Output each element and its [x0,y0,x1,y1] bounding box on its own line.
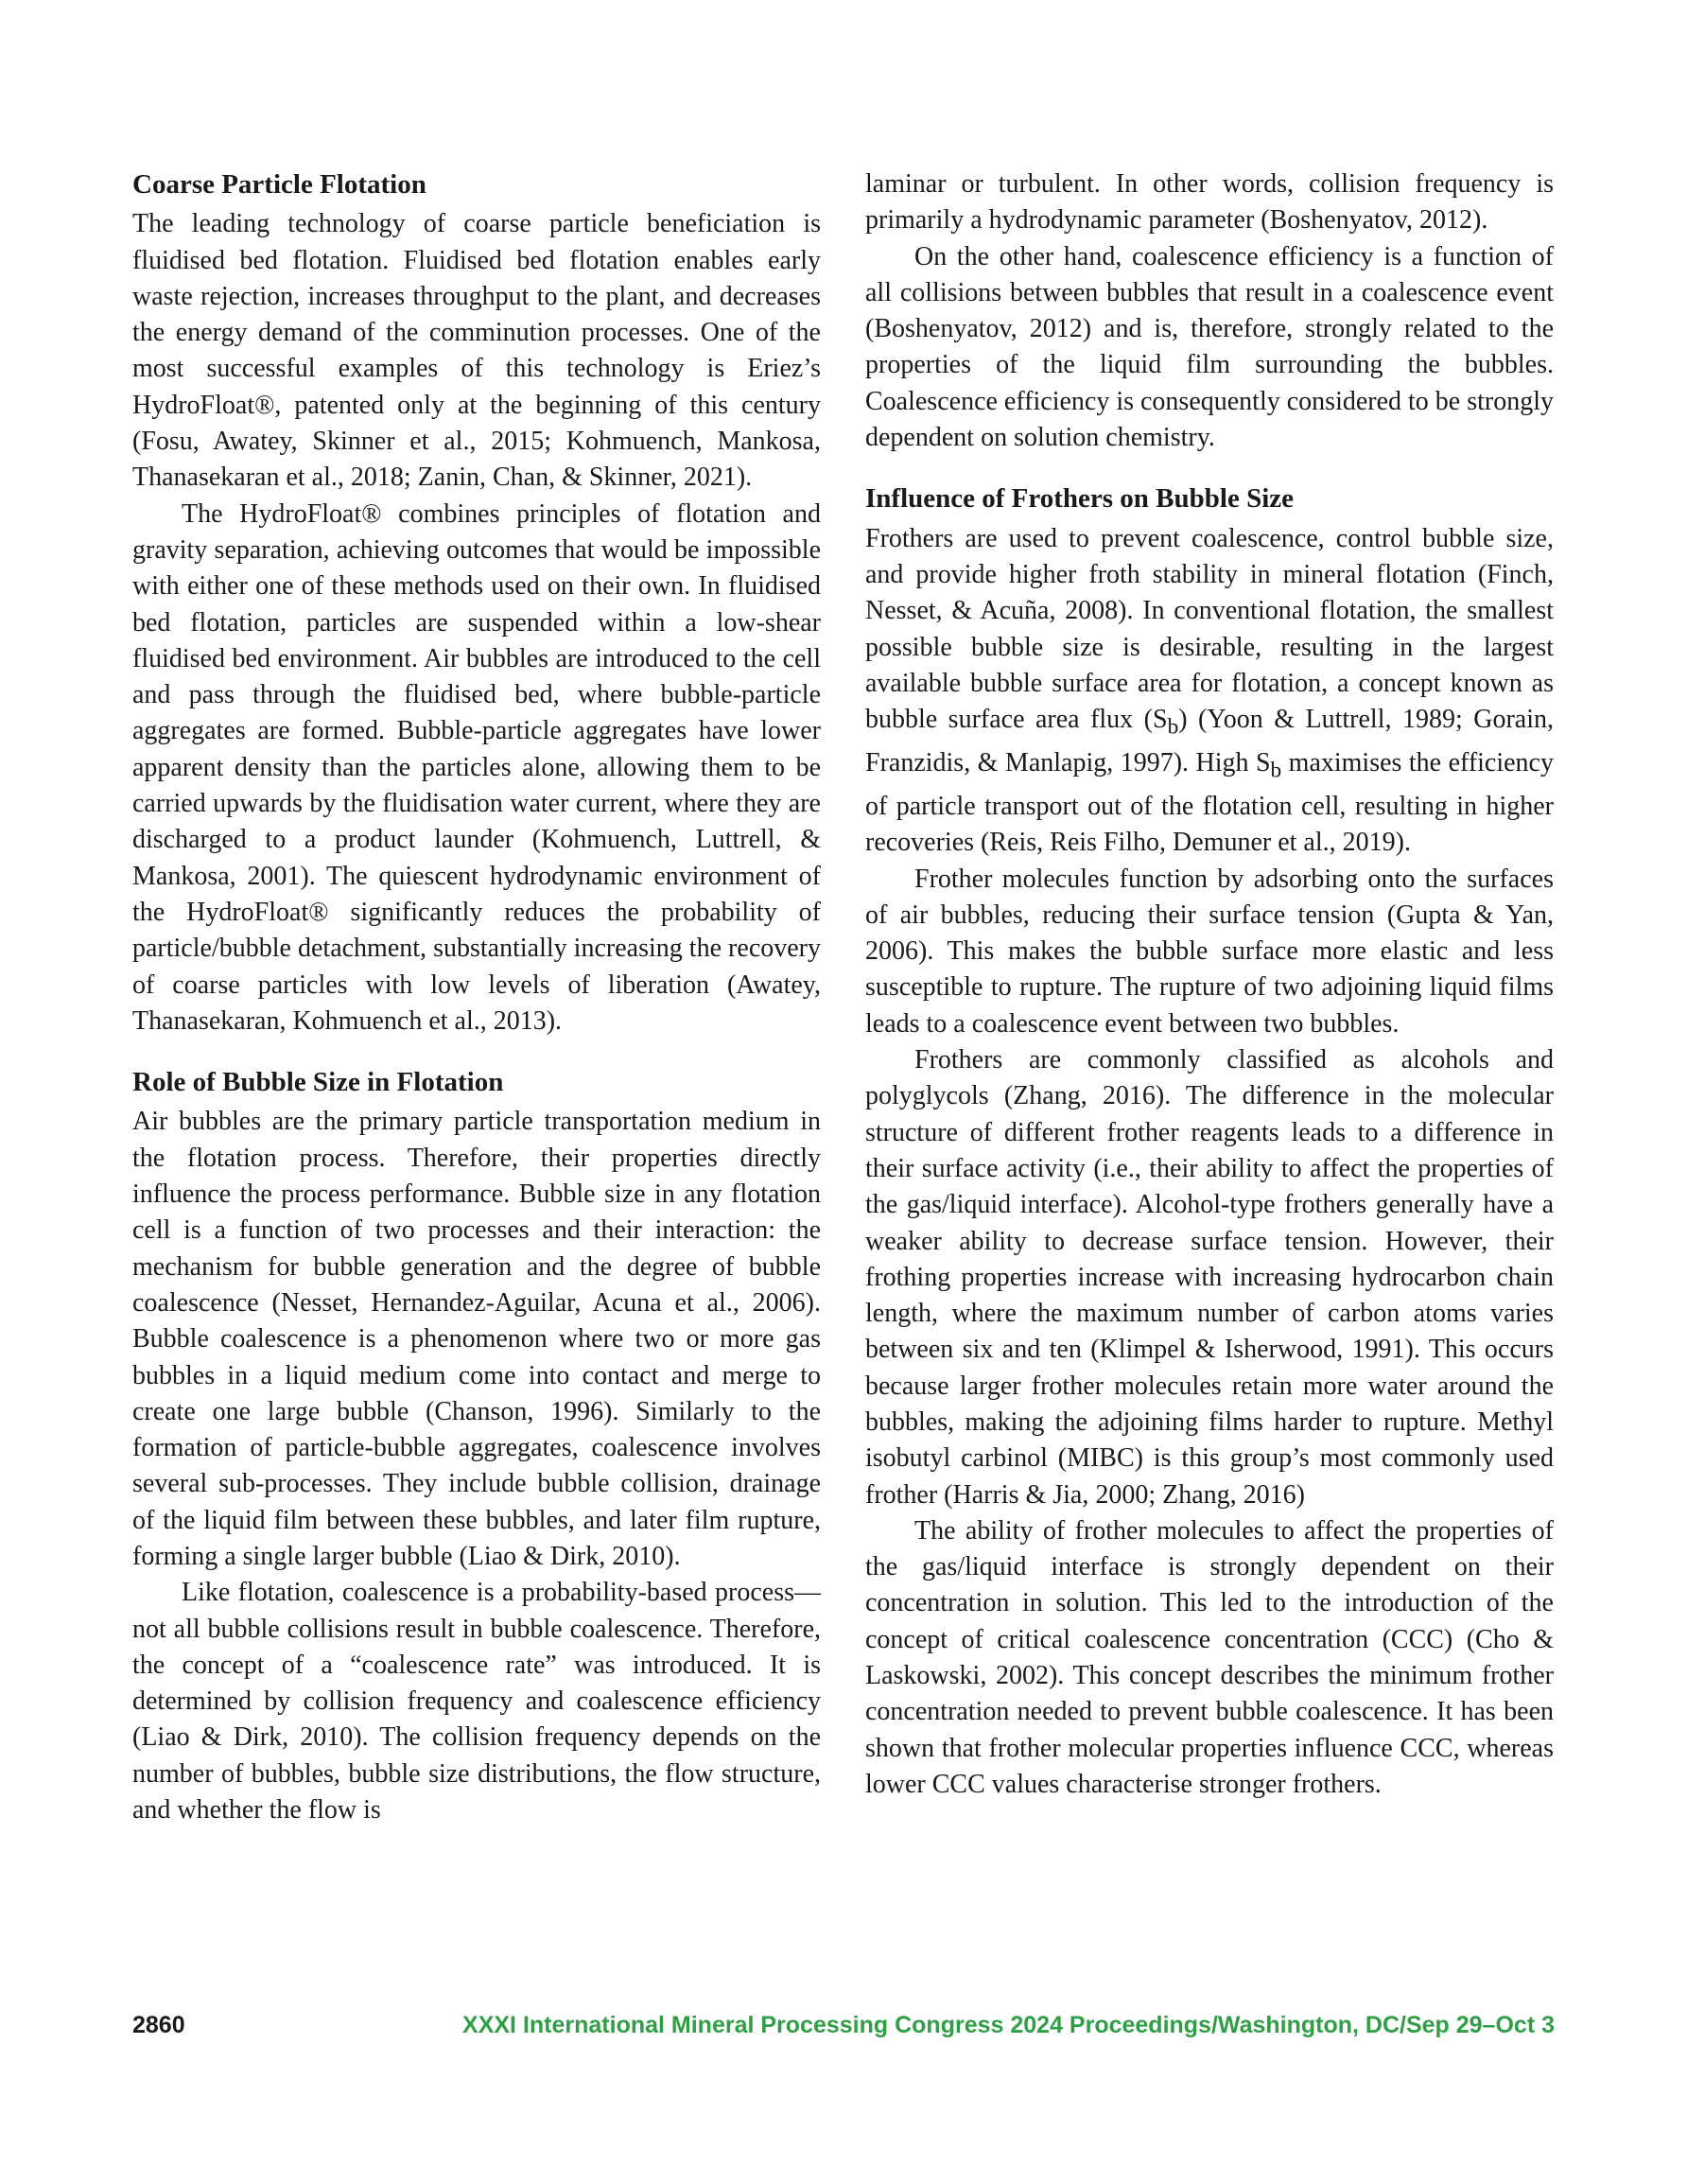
paragraph: Frothers are commonly classified as alcohols and polyglycols (Zhang, 2016). The difference in the molecular structure of different frother reagents leads to a difference in their surface activity (i.e., their ability to affect the properties of the gas/liquid interface). Alcohol-type frothers generally have a weaker ability to decrease surface tension. However, their frothing properties increase with increasing hydrocarbon chain length, where the maximum number of carbon atoms varies between six and ten (Klimpel & Isherwood, 1991). This occurs because larger frother molecules retain more water around the bubbles, making the adjoining films harder to rupture. Methyl isobutyl carbinol (MIBC) is this group’s most commonly used frother (Harris & Jia, 2000; Zhang, 2016) [865,1045,1554,1510]
paragraph: On the other hand, coalescence efficiency is a function of all collisions between bubbles that result in a coalescence event (Boshenyatov, 2012) and is, therefore, strongly related to the properties of the liquid film surrounding the bubbles. Coalescence efficiency is consequently considered to be strongly dependent on solution chemistry. [865,241,1555,453]
paragraph: The leading technology of coarse particle beneficiation is fluidised bed flotation. Fluidised bed flotation enables early waste rejection, increases throughput to the plant, and decreases the energy demand of the comminution processes. One of the most successful examples of this technology is Eriez’s HydroFloat®, patented only at the beginning of this century (Fosu, Awatey, Skinner et al., 2015; Kohmuench, Mankosa, Thanasekaran et al., 2018; Zanin, Chan, & Skinner, 2021). [132,209,821,493]
conference-title: XXXI International Mineral Processing Congress 2024 Proceedings/Washington, DC/Sep 29–Oct 3 [462,2012,1555,2038]
paragraph: The ability of frother molecules to affect the properties of the gas/liquid interface is strongly dependent on their concentration in solution. This led to the introduction of the concept of critical coalescence concentration (CCC) (Cho & Laskowski, 2002). This concept describes the minimum frother concentration needed to prevent bubble coalescence. It has been shown that frother molecular properties influence CCC, whereas lower CCC values characterise stronger frothers. [865,1515,1554,1799]
paragraph: laminar or turbulent. In other words, collision frequency is primarily a hydrodynamic parameter (Boshenyatov, 2012). [865,169,1554,236]
paragraph: The HydroFloat® combines principles of flotation and gravity separation, achieving outcomes that would be impossible with either one of these methods used on their own. In fluidised bed flotation, particles are suspended within a low-shear fluidised bed environment. Air bubbles are introduced to the cell and pass through the fluidised bed, where bubble-particle aggregates are formed. Bubble-particle aggregates have lower apparent density than the particles alone, allowing them to be carried upwards by the fluidisation water current, where they are discharged to a product launder (Kohmuench, Luttrell, & Mankosa, 2001). The quiescent hydrodynamic environment of the HydroFloat® significantly reduces the probability of particle/bubble detachment, substantially increasing the recovery of coarse particles with low levels of liberation (Awatey, Thanasekaran, Kohmuench et al., 2013). [132,498,821,1036]
paragraph [865,521,1554,862]
section-heading-role-of-bubble-size: Role of Bubble Size in Flotation [132,1067,504,1098]
page-footer [132,2012,1555,2046]
paragraph-text: Frothers are used to prevent coalescence, control bubble size, and provide higher froth stability in mineral flotation (Finch, Nesset, & Acuña, 2008). In conventional flotation, the smallest possible bubble size is desirable, resulting in the largest available bubble surface area for flotation, a concept known as bubble surface area flux (S [865,523,1554,735]
paragraph: Air bubbles are the primary particle transportation medium in the flotation process. Therefore, their properties directly influence the process performance. Bubble size in any flotation cell is a function of two processes and their interaction: the mechanism for bubble generation and the degree of bubble coalescence (Nesset, Hernandez-Aguilar, Acuna et al., 2006). Bubble coalescence is a phenomenon where two or more gas bubbles in a liquid medium come into contact and merge to create one large bubble (Chanson, 1996). Similarly to the formation of particle-bubble aggregates, coalescence involves several sub-processes. They include bubble collision, drainage of the liquid film between these bubbles, and later film rupture, forming a single larger bubble (Liao & Dirk, 2010). [132,1107,821,1571]
paragraph: Frother molecules function by adsorbing onto the surfaces of air bubbles, reducing their surface tension (Gupta & Yan, 2006). This makes the bubble surface more elastic and less susceptible to rupture. The rupture of two adjoining liquid films leads to a coalescence event between two bubbles. [865,864,1554,1039]
left-column [132,166,821,1828]
subscript: b [1167,714,1179,740]
paragraph-text: ) (Yoon & Luttrell, 1989; Gorain, Franzidis, & Manlapig, 1997). High S [865,705,1554,778]
right-column [865,166,1554,1803]
subscript: b [1270,758,1282,783]
paragraph-text: maximises the efficiency of particle transport out of the flotation cell, resulting in higher recoveries (Reis, Reis Filho, Demuner et al., 2019). [865,748,1554,858]
section-heading-coarse-particle-flotation: Coarse Particle Flotation [132,169,426,200]
paragraph: Like flotation, coalescence is a probability-based process—not all bubble collisions result in bubble coalescence. Therefore, the concept of a “coalescence rate” was introduced. It is determined by collision frequency and coalescence efficiency (Liao & Dirk, 2010). The collision frequency depends on the number of bubbles, bubble size distributions, the flow structure, and whether the flow is [132,1578,821,1826]
section-heading-influence-of-frothers: Influence of Frothers on Bubble Size [865,483,1294,515]
page-number: 2860 [132,2012,185,2038]
